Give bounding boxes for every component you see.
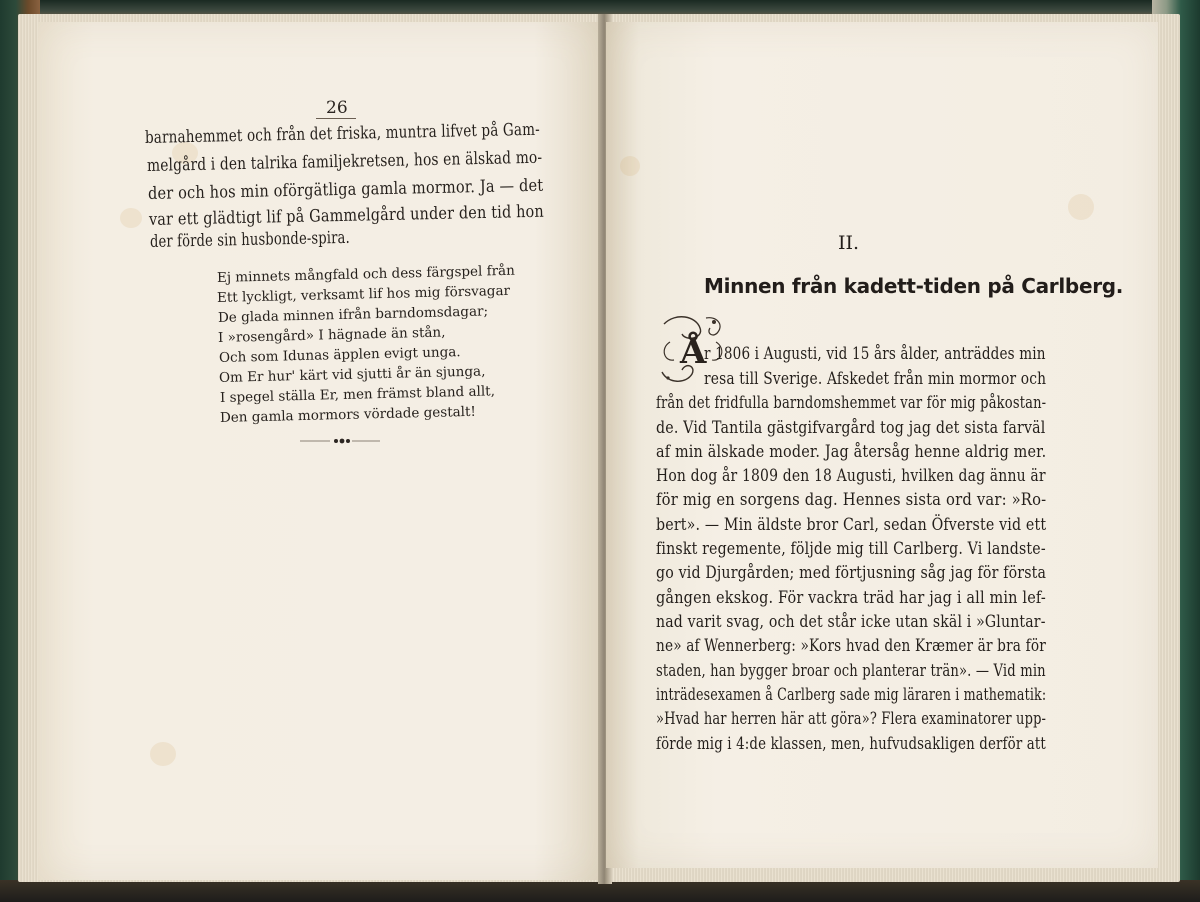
- text-line: r 1806 i Augusti, vid 15 års ålder, anträddes min: [704, 344, 1046, 364]
- text-line: af min älskade moder. Jag återsåg henne aldrig mer.: [656, 442, 1047, 462]
- text-line: förde mig i 4:de klassen, men, hufvudsakligen derför att: [656, 734, 1046, 754]
- foxing-stain: [620, 156, 640, 176]
- verse-line: Om Er hur' kärt vid sjutti år än sjunga,: [218, 363, 486, 386]
- text-line: ne» af Wennerberg: »Kors hvad den Kræmer är bra för: [656, 636, 1046, 656]
- text-line: nad varit svag, och det står icke utan skäl i »Gluntar-: [656, 612, 1046, 632]
- text-line: gången ekskog. För vackra träd har jag i all min lef-: [656, 588, 1046, 608]
- verse-line: I spegel ställa Er, men främst bland allt,: [219, 383, 496, 406]
- text-line: staden, han bygger broar och planterar trän». — Vid min: [656, 661, 1046, 681]
- text-line: från det fridfulla barndomshemmet var för mig påkostan-: [656, 393, 1047, 413]
- text-line: der förde sin husbonde-spira.: [149, 227, 351, 252]
- text-line: finskt regemente, följde mig till Carlberg. Vi landste-: [656, 539, 1046, 559]
- text-line: melgård i den talrika familjekretsen, hos en älskad mo-: [146, 147, 543, 176]
- foxing-stain: [150, 742, 176, 766]
- page-number: 26: [326, 98, 348, 118]
- text-line: inträdesexamen å Carlberg sade mig läraren i mathematik:: [656, 685, 1047, 705]
- foxing-stain: [120, 208, 142, 228]
- verse-line: Ett lyckligt, verksamt lif hos mig försvagar: [216, 282, 511, 306]
- verse-line: Den gamla mormors vördade gestalt!: [219, 403, 477, 426]
- text-line: var ett glädtigt lif på Gammelgård under den tid hon: [148, 201, 545, 230]
- text-line: resa till Sverige. Afskedet från min mormor och: [704, 369, 1047, 389]
- text-line: de. Vid Tantila gästgifvargård tog jag det sista farväl: [656, 418, 1046, 438]
- text-line: för mig en sorgens dag. Hennes sista ord var: »Ro-: [656, 490, 1047, 510]
- text-line: bert». — Min äldste bror Carl, sedan Öfverste vid ett: [656, 515, 1047, 535]
- text-line: Hon dog år 1809 den 18 Augusti, hvilken dag ännu är: [656, 466, 1046, 486]
- verse-line: Ej minnets mångfald och dess färgspel från: [216, 262, 516, 286]
- text-line: »Hvad har herren här att göra»? Flera examinatorer upp-: [656, 709, 1047, 729]
- foxing-stain: [1068, 194, 1094, 220]
- text-line: barnahemmet och från det friska, muntra lifvet på Gam-: [144, 119, 541, 148]
- text-line: der och hos min oförgätliga gamla mormor. Ja — det: [147, 175, 544, 204]
- text-line: go vid Djurgården; med förtjusning såg jag för första: [656, 563, 1047, 583]
- verse-line: Och som Idunas äpplen evigt unga.: [218, 344, 461, 366]
- chapter-number: II.: [838, 232, 860, 254]
- drop-cap-letter: Å: [680, 332, 707, 372]
- chapter-title: Minnen från kadett-tiden på Carlberg.: [704, 274, 1124, 298]
- section-ornament: [300, 436, 380, 446]
- verse-line: I »rosengård» I hägnade än stån,: [217, 324, 446, 346]
- verse-line: De glada minnen ifrån barndomsdagar;: [217, 303, 489, 326]
- page-number-rule: [316, 118, 356, 119]
